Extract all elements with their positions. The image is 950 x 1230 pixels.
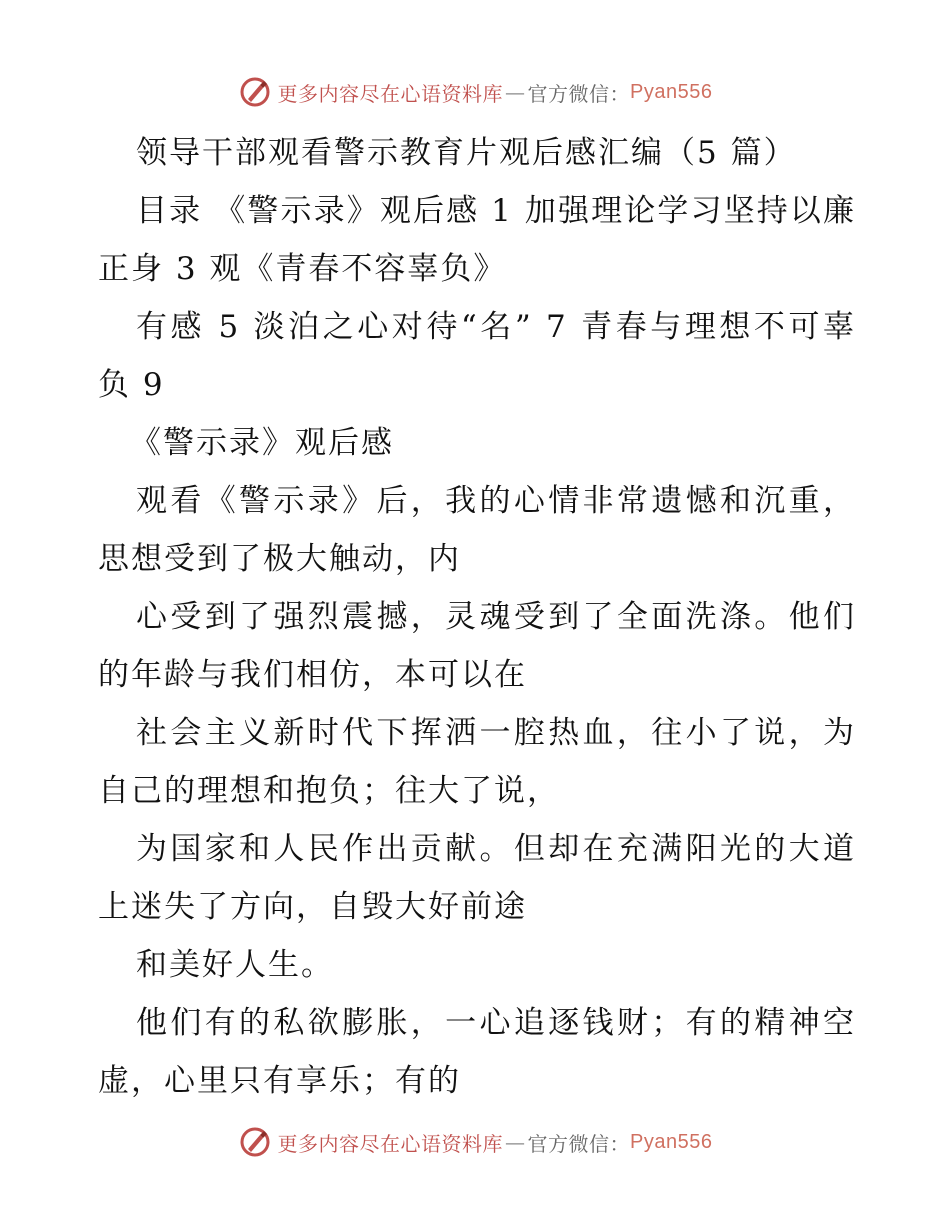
footer-banner xyxy=(0,1122,950,1162)
paragraph: 为国家和人民作出贡献。但却在充满阳光的大道上迷失了方向，自毁大好前途 xyxy=(98,831,856,925)
pen-nib-logo-icon xyxy=(238,75,272,109)
paragraph: 观看《警示录》后，我的心情非常遗憾和沉重，思想受到了极大触动，内 xyxy=(98,483,856,577)
banner-wechat-label: 官方微信： xyxy=(527,1131,631,1156)
pen-nib-logo-icon xyxy=(238,1125,272,1159)
paragraph: 心受到了强烈震撼，灵魂受到了全面洗涤。他们的年龄与我们相仿，本可以在 xyxy=(98,599,856,693)
section-title: 《警示录》观后感 xyxy=(130,425,394,461)
banner-wechat-id: Pyan556 xyxy=(630,80,713,103)
banner-separator: — xyxy=(505,80,526,104)
paragraph: 他们有的私欲膨胀，一心追逐钱财；有的精神空虚，心里只有享乐；有的 xyxy=(98,1005,856,1099)
paragraph: 和美好人生。 xyxy=(136,947,334,983)
document-body xyxy=(98,124,856,1110)
header-banner xyxy=(0,72,950,112)
banner-wechat-label: 官方微信： xyxy=(527,81,631,106)
table-of-contents-line-1: 目录 《警示录》观后感 1 加强理论学习坚持以廉正身 3 观《青春不容辜负》 xyxy=(98,193,856,287)
document-title: 领导干部观看警示教育片观后感汇编（5 篇） xyxy=(136,135,797,171)
banner-wechat-id: Pyan556 xyxy=(630,1130,713,1153)
table-of-contents-line-2: 有感 5 淡泊之心对待“名” 7 青春与理想不可辜负 9 xyxy=(98,309,856,403)
paragraph: 社会主义新时代下挥洒一腔热血，往小了说，为自己的理想和抱负；往大了说， xyxy=(98,715,856,809)
banner-separator: — xyxy=(505,1130,526,1154)
banner-brand-text: 更多内容尽在心语资料库 xyxy=(277,1131,504,1156)
banner-brand-text: 更多内容尽在心语资料库 xyxy=(277,81,504,106)
